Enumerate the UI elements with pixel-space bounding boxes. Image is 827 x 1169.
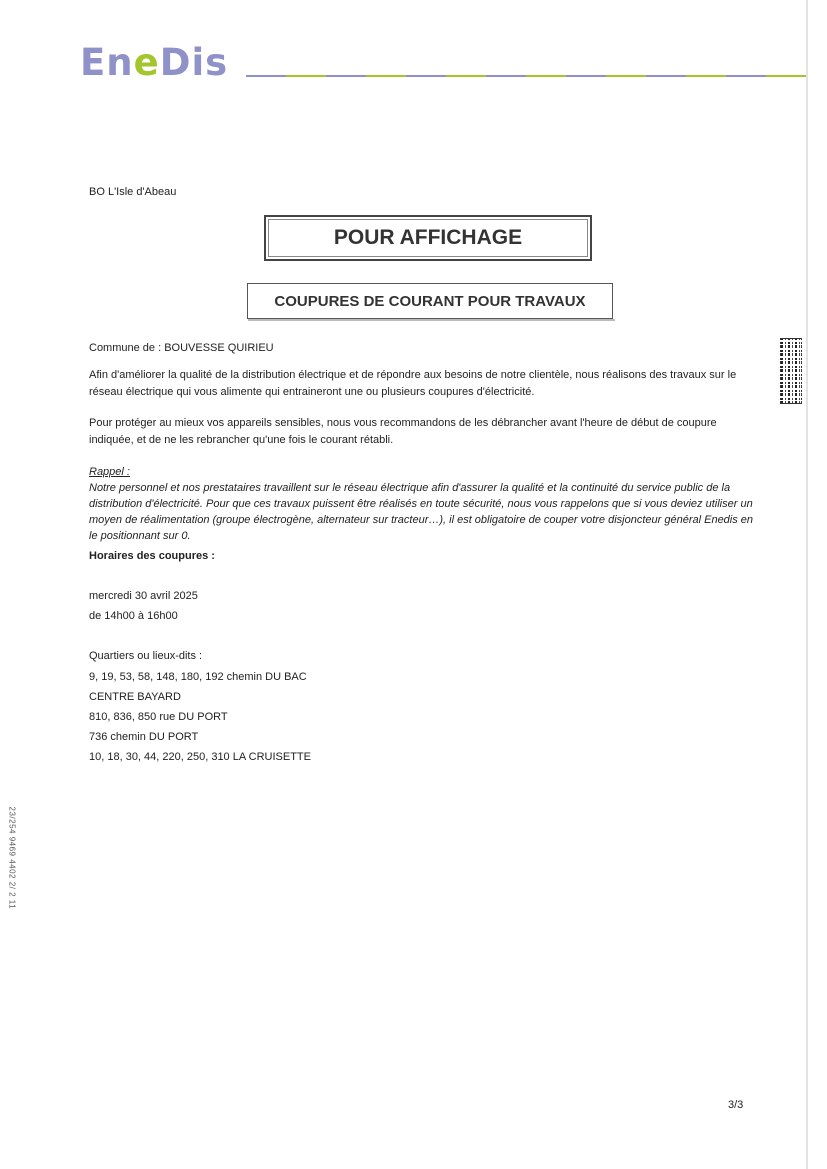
- list-item: CENTRE BAYARD: [89, 691, 181, 703]
- header-rule-segment: [486, 75, 526, 77]
- header-rule-segment: [446, 75, 486, 77]
- header-rule-segment: [406, 75, 446, 77]
- office-label: BO L'Isle d'Abeau: [89, 186, 177, 198]
- header-rule-segment: [606, 75, 646, 77]
- scan-edge: [806, 0, 808, 1169]
- rappel-block: [89, 464, 757, 544]
- list-item: 810, 836, 850 rue DU PORT: [89, 711, 228, 723]
- rappel-title: Rappel :: [89, 466, 130, 478]
- header-rule-segment: [766, 75, 806, 77]
- rappel-text: Notre personnel et nos prestataires travaillent sur le réseau électrique afin d'assurer la qualité et la continuité du service public de la distribution d'électricité. Pour que ces travaux puissent être réalisés en toute sécurité, nous vous rappelons que si vous deviez utiliser un moyen de réalimentation (groupe électrogène, alternateur sur tracteur…), il est obligatoire de couper votre disjoncteur général Enedis en le positionnant sur 0.: [89, 482, 754, 542]
- header-rule-segment: [726, 75, 766, 77]
- protect-paragraph: Pour protéger au mieux vos appareils sensibles, nous vous recommandons de les débrancher avant l'heure de début de coupure indiquée, et de ne les rebrancher qu'une fois le courant rétabli.: [89, 417, 717, 446]
- list-item: 736 chemin DU PORT: [89, 731, 199, 743]
- coupures-text: COUPURES DE COURANT POUR TRAVAUX: [274, 292, 586, 310]
- commune-line: Commune de : BOUVESSE QUIRIEU: [89, 342, 274, 354]
- datamatrix-code: [780, 338, 802, 404]
- intro-paragraph: Afin d'améliorer la qualité de la distribution électrique et de répondre aux besoins de notre clientèle, nous réalisons des travaux sur le réseau électrique qui vous alimente qui entraineront une ou plusieurs coupures d'électricité.: [89, 369, 737, 398]
- header-rule-segment: [366, 75, 406, 77]
- list-item: 10, 18, 30, 44, 220, 250, 310 LA CRUISETTE: [89, 751, 311, 763]
- header-rule-segment: [646, 75, 686, 77]
- pour-affichage-title: [264, 215, 592, 261]
- locations-list: [89, 667, 311, 767]
- header-rule-segment: [526, 75, 566, 77]
- coupures-title: [247, 283, 613, 319]
- header-rule-segment: [686, 75, 726, 77]
- schedule-time: de 14h00 à 16h00: [89, 610, 178, 622]
- list-item: 9, 19, 53, 58, 148, 180, 192 chemin DU BAC: [89, 671, 307, 683]
- schedule-date: mercredi 30 avril 2025: [89, 590, 198, 602]
- margin-code: 23/254 9469 4402 2/ 2 11: [7, 806, 17, 910]
- header-rule: [246, 75, 806, 79]
- affichage-text: POUR AFFICHAGE: [333, 226, 523, 249]
- header-rule-segment: [286, 75, 326, 77]
- header-rule-segment: [246, 75, 286, 77]
- locations-heading: Quartiers ou lieux-dits :: [89, 650, 203, 662]
- enedis-logo: EneDis: [80, 41, 229, 84]
- page-number: 3/3: [728, 1099, 744, 1111]
- header-rule-segment: [326, 75, 366, 77]
- schedule-heading: Horaires des coupures :: [89, 550, 215, 562]
- header-rule-segment: [566, 75, 606, 77]
